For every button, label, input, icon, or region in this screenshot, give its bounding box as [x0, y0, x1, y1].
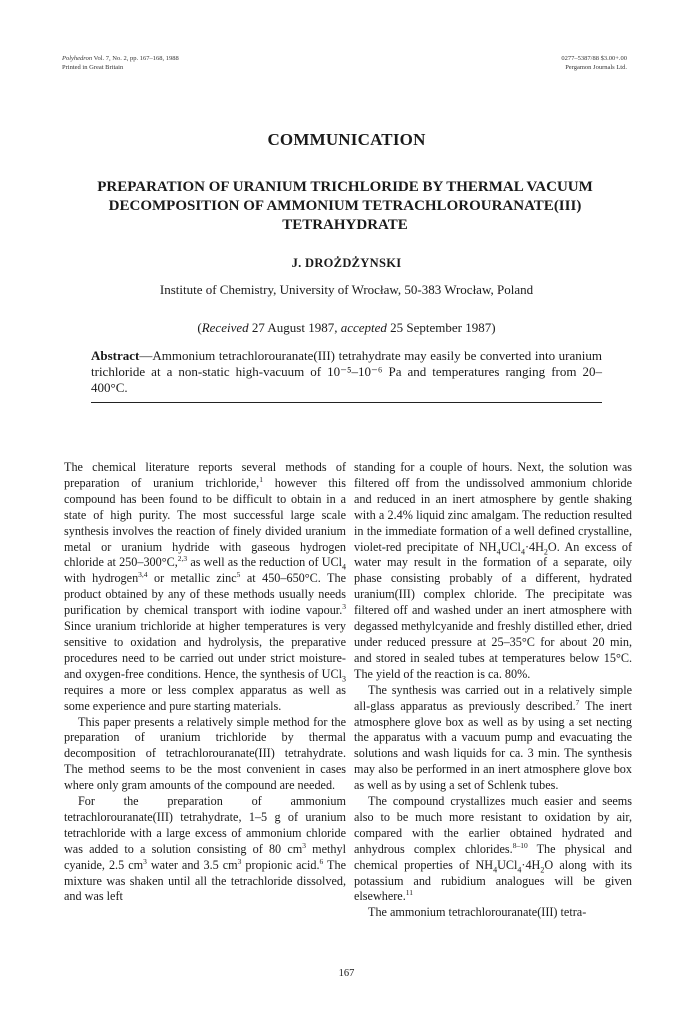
price-code: 0277–5387/88 $3.00+.00: [561, 55, 627, 62]
body-column-right: [354, 460, 632, 921]
paragraph-intro: The chemical literature reports several methods of preparation of uranium trichloride,$^1$ however this compound has been found to be difficult to obtain in a state of high purity. The most successful large scale synthesis involves the reaction of finely divided uranium metal or uranium hydride with gaseous hydrogen chloride at 250–300°C,$^{2,3}$ as well as the reduction of UCl$_4$ with hydrogen$^{3,4}$ or metallic zinc$^5$ at 450–650°C. The product obtained by any of these methods usually needs purification by chemical transport with iodine vapour.$^3$ Since uranium trichloride at higher temperatures is very sensitive to oxidation and hydrolysis, the preparative procedures need to be carried out under strict moisture- and oxygen-free conditions. Hence, the synthesis of UCl$_3$ requires a more or less complex apparatus as well as some experience and pure starting materials.: [64, 460, 347, 713]
section-title: COMMUNICATION: [267, 130, 426, 149]
paragraph-preparation-cont: standing for a couple of hours. Next, the solution was filtered off from the undissolved ammonium chloride and reduced in an inert atmosphere by gentle shaking with a 2.4% liquid zinc amalgam. The reduction resulted in the immediate formation of a well defined crystalline, violet-red precipitate of $NH_4UCl_4\cdot 4H_2O$. An excess of water may result in the formation of a separate, oily phase consisting probably of a different, hydrated uranium(III) complex chloride. The precipitate was filtered off and washed under an inert atmosphere with degassed methylcyanide and freshly distilled ether, dried under reduced pressure at 25–35°C for about 20 min, and stored in sealed tubes at temperatures below 15°C. The yield of the reaction is ca. 80%.: [354, 460, 633, 681]
received-date: 27 August 1987: [248, 320, 335, 335]
affiliation: Institute of Chemistry, University of Wrocław, 50-383 Wrocław, Poland: [159, 282, 534, 297]
page-number: 167: [338, 968, 355, 979]
journal-header-left: [62, 55, 179, 72]
paragraph-properties: The compound crystallizes much easier and seems also to be much more resistant to oxidation by air, compared with the earlier obtained hydrated and anhydrous complex chlorides.$^{8-10}$ The physical and chemical properties of $NH_4UCl_4\cdot 4H_2O$ along with its potassium and rubidium analogues will be given elsewhere.$^{11}$: [354, 794, 632, 904]
journal-name: Polyhedron: [62, 55, 93, 62]
abstract-text: —Ammonium tetrachlorouranate(III) tetrahydrate may easily be converted into uranium trichloride at a non-static high-vacuum of 10⁻⁵–10⁻⁶ Pa and temperatures ranging from 20–400°C.: [91, 348, 602, 395]
author: J. DROŻDŻYNSKI: [291, 256, 402, 270]
paper-title: PREPARATION OF URANIUM TRICHLORIDE BY THERMAL VACUUM DECOMPOSITION OF AMMONIUM TETRACHLOROURANATE(III) TETRAHYDRATE: [97, 179, 593, 233]
printed-in: Printed in Great Britain: [62, 63, 124, 71]
body-column-left: [64, 460, 346, 905]
divider: [91, 402, 602, 403]
journal-header-right: [561, 55, 627, 72]
received-label: Received: [201, 320, 249, 335]
abstract: [91, 348, 602, 396]
paragraph-final: The ammonium tetrachlorouranate(III) tetra-: [368, 905, 587, 920]
abstract-label: Abstract: [91, 348, 140, 363]
publisher: Pergamon Journals Ltd.: [565, 63, 627, 71]
accepted-label: accepted: [340, 320, 387, 335]
journal-volume: Vol. 7, No. 2, pp. 167–168, 1988: [92, 55, 179, 62]
dates: (Received 27 August 1987, accepted 25 September 1987): [197, 320, 496, 335]
paragraph-preparation: For the preparation of ammonium tetrachlorouranate(III) tetrahydrate, 1–5 g of uranium tetrachloride with a large excess of ammonium chloride was added to a solution consisting of 80 $cm^3$ methyl cyanide, 2.5 $cm^3$ water and 3.5 $cm^3$ propionic acid.$^6$ The mixture was shaken until all the tetrachloride dissolved, and was left: [64, 794, 346, 904]
accepted-date: 25 September 1987: [386, 320, 492, 335]
paragraph-synthesis: The synthesis was carried out in a relatively simple all-glass apparatus as previously described.$^7$ The inert atmosphere glove box as well as by using a set necting the apparatus with a vacuum pump and evacuating the solutions and wash liquids for ca. 3 min. The synthesis may also be performed in an inert atmosphere glove box as well as by using a set of Schlenk tubes.: [354, 682, 632, 793]
paragraph-method: This paper presents a relatively simple method for the preparation of uranium trichloride by thermal decomposition of tetrachlorouranate(III) tetrahydrate. The method seems to be the most convenient in cases where only gram amounts of the compound are needed.: [64, 714, 346, 793]
